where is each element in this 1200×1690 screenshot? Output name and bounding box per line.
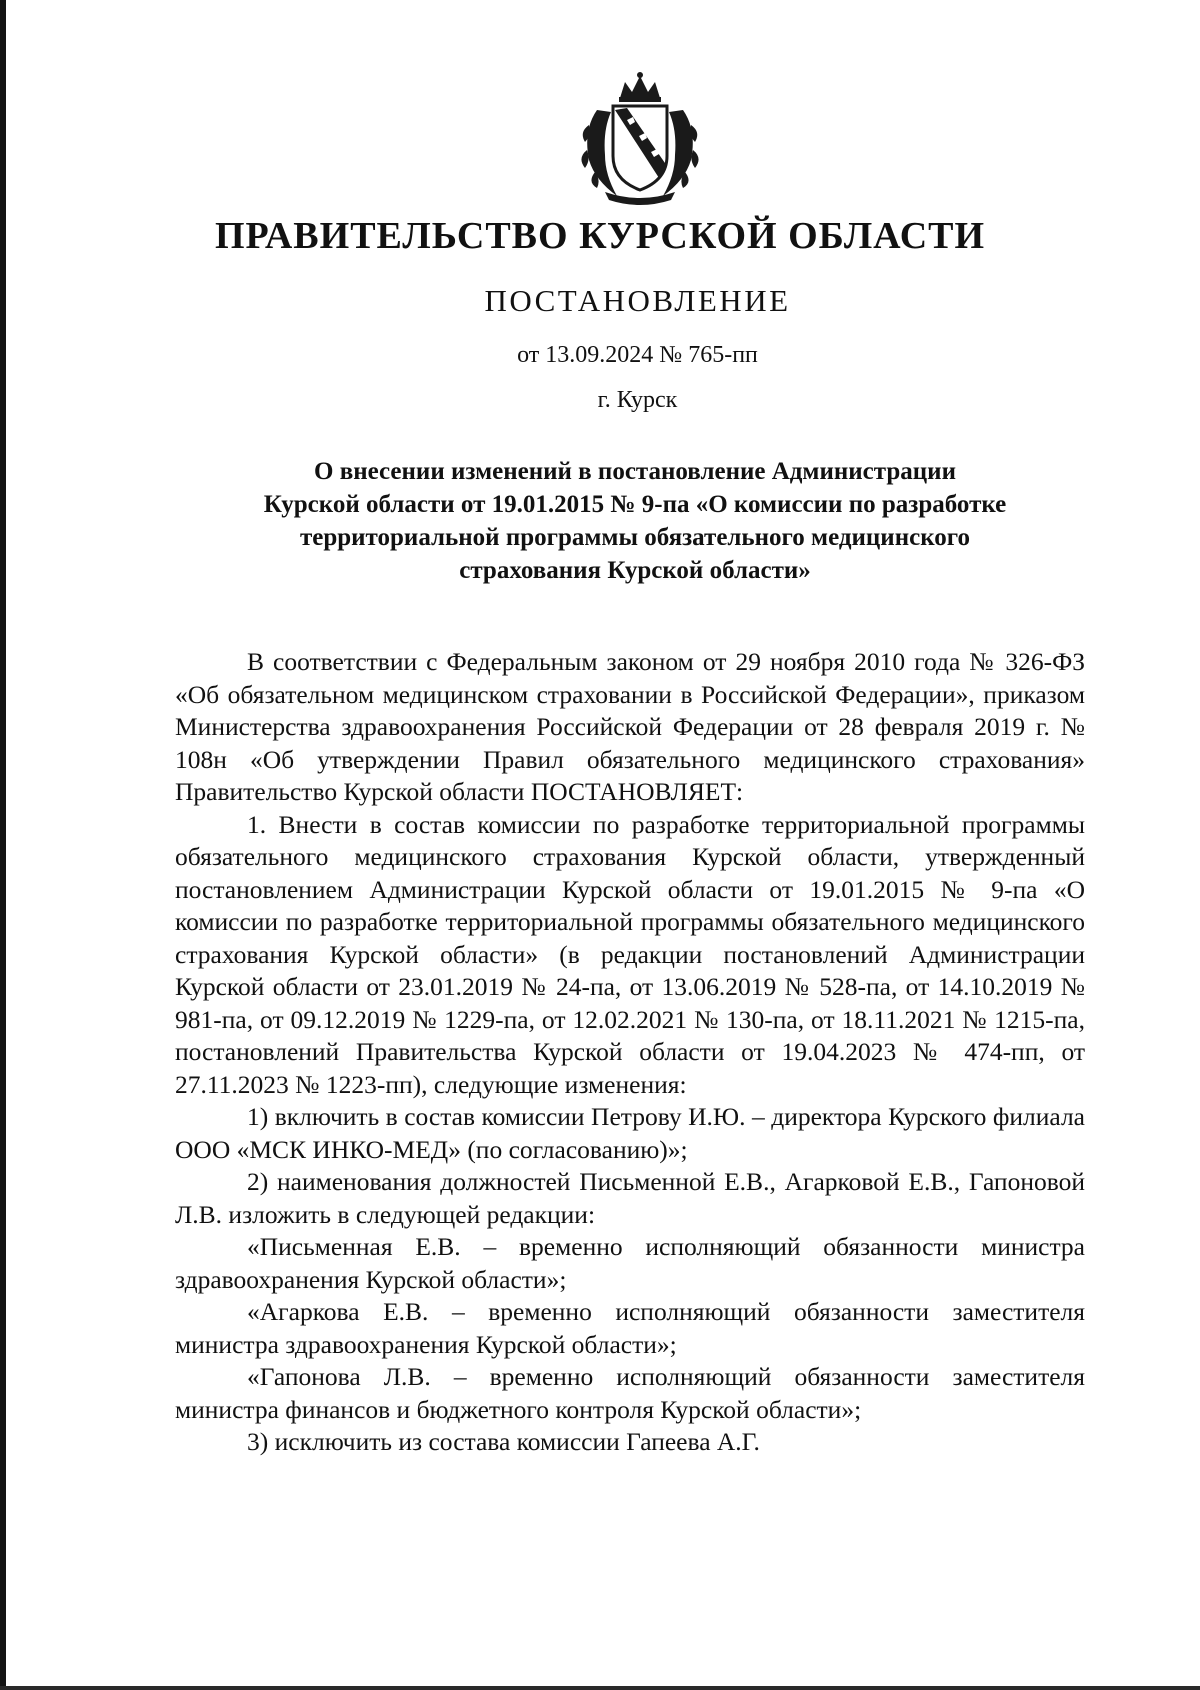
preamble-paragraph: В соответствии с Федеральным законом от 29 ноября 2010 года № 326-ФЗ «Об обязательном медицинском страховании в Российской Федерации», приказом Министерства здравоохранения Российской Федерации от 28 февраля 2019 г. № 108н «Об утверждении Правил обязательного медицинского страхования» Правительство Курской области ПОСТАНОВЛЯЕТ:	[175, 647, 1085, 806]
subitem-1-paragraph: 1) включить в состав комиссии Петрову И.Ю. – директора Курского филиала ООО «МСК ИНКО-МЕД» (по согласованию)»;	[175, 1102, 1085, 1164]
subject-line: О внесении изменений в постановление Администрации	[314, 458, 956, 485]
quote-agarkova-paragraph: «Агаркова Е.В. – временно исполняющий обязанности заместителя министра здравоохранения Курской области»;	[175, 1297, 1085, 1359]
quote-pismennaya-paragraph: «Письменная Е.В. – временно исполняющий обязанности министра здравоохранения Курской области»;	[175, 1232, 1085, 1294]
scan-edge-bottom	[0, 1686, 1200, 1690]
subitem-2-paragraph: 2) наименования должностей Письменной Е.В., Агарковой Е.В., Гапоновой Л.В. изложить в следующей редакции:	[175, 1167, 1085, 1229]
subject-line: Курской области от 19.01.2015 № 9-па «О комиссии по разработке	[263, 491, 1007, 518]
quote-gaponova-paragraph: «Гапонова Л.В. – временно исполняющий обязанности заместителя министра финансов и бюджетного контроля Курской области»;	[175, 1362, 1085, 1424]
subitem-3-paragraph: 3) исключить из состава комиссии Гапеева А.Г.	[247, 1427, 760, 1456]
subject-line: страхования Курской области»	[459, 557, 811, 584]
document-subject	[190, 455, 1080, 587]
government-title: ПРАВИТЕЛЬСТВО КУРСКОЙ ОБЛАСТИ	[214, 215, 986, 257]
item-1-paragraph: 1. Внести в состав комиссии по разработке территориальной программы обязательного медицинского страхования Курской области, утвержденный постановлением Администрации Курской области от 19.01.2015 № 9-па «О комиссии по разработке территориальной программы обязательного медицинского страхования Курской области» (в редакции постановлений Администрации Курской области от 23.01.2019 № 24-па, от 13.06.2019 № 528-па, от 14.10.2019 № 981-па, от 09.12.2019 № 1229-па, от 12.02.2021 № 130-па, от 18.11.2021 № 1215-па, постановлений Правительства Курской области от 19.04.2023 № 474-пп, от 27.11.2023 № 1223-пп), следующие изменения:	[175, 809, 1085, 1099]
document-date-number: от 13.09.2024 № 765-пп	[517, 342, 758, 368]
document-type: ПОСТАНОВЛЕНИЕ	[484, 283, 791, 318]
subject-line: территориальной программы обязательного медицинского	[299, 524, 971, 551]
document-city: г. Курск	[597, 387, 678, 413]
document-body	[175, 646, 1085, 1459]
kursk-coat-of-arms-icon	[575, 70, 705, 205]
